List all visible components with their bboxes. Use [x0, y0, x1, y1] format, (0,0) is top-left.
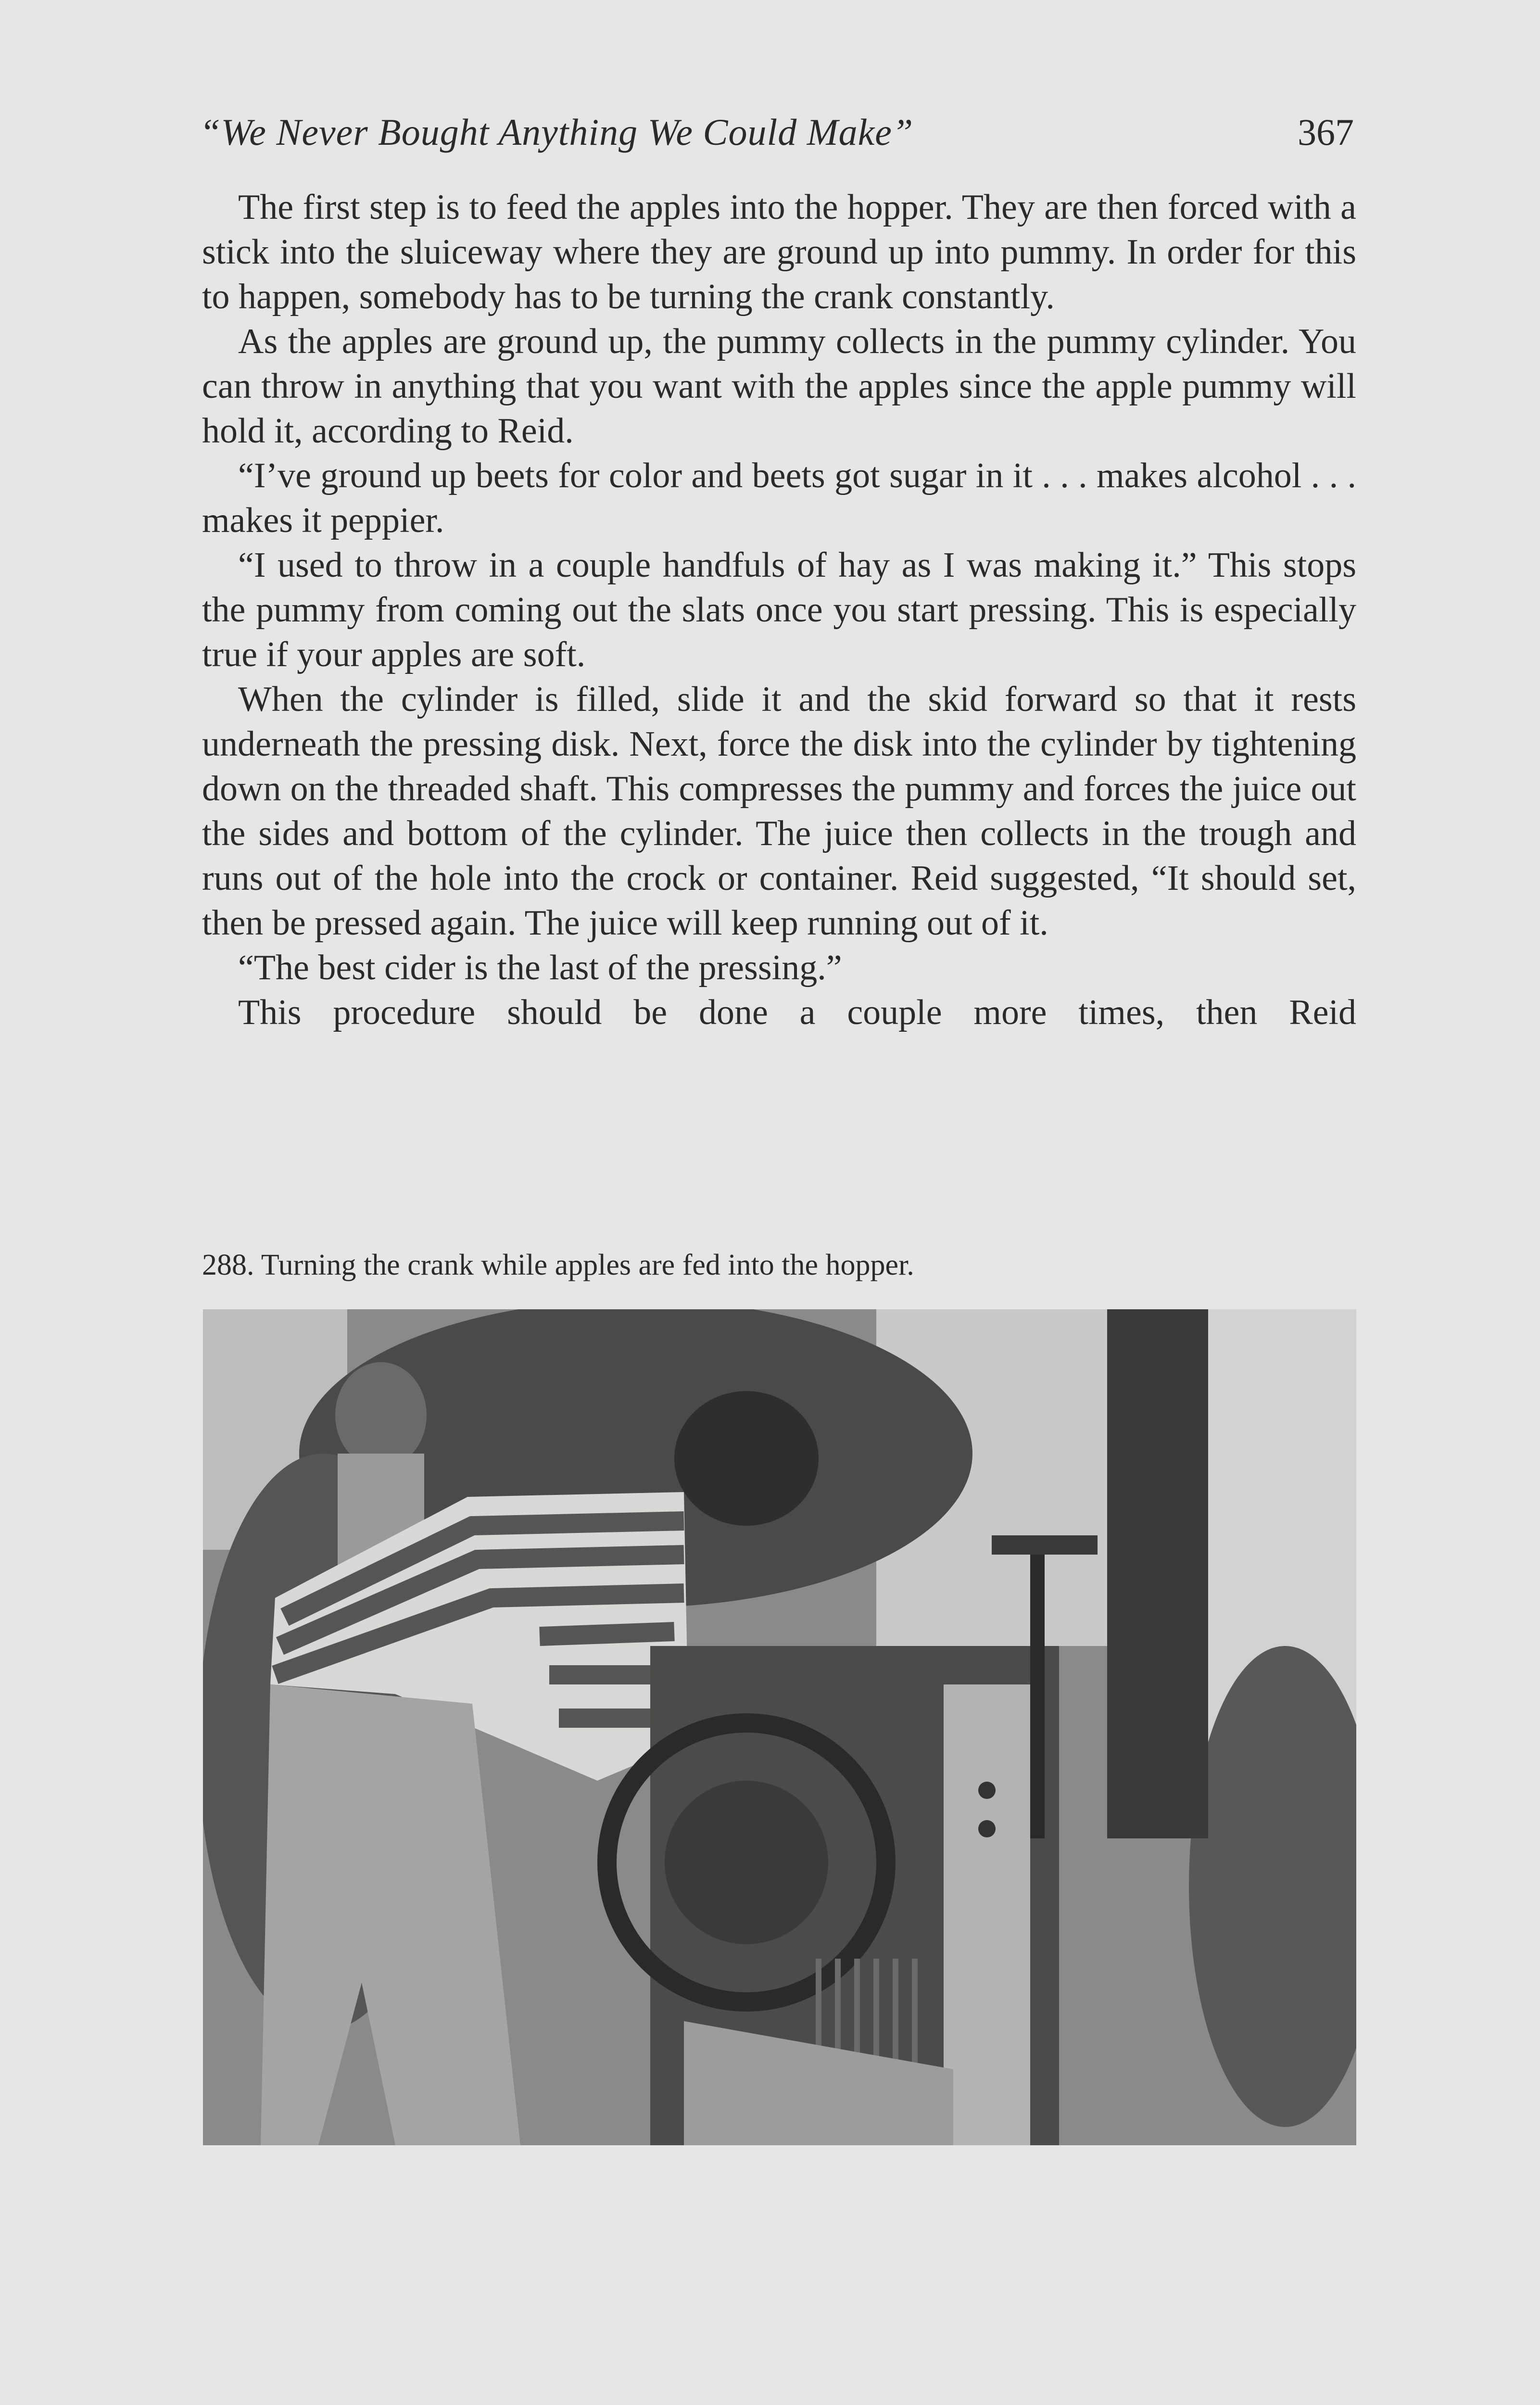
running-header [200, 111, 1354, 168]
paragraph: When the cylinder is filled, slide it and the skid forward so that it rests underneath the pressing disk. Next, force the disk into the cylinder by tightening down on the threaded shaft. This compresses the pummy and forces the juice out the sides and bottom of the cylinder. The juice then collects in the trough and runs out of the hole into the crock or container. Reid suggested, “It should set, then be pressed again. The juice will keep running out of it. [202, 680, 1356, 943]
figure-caption: 288. Turning the crank while apples are fed into the hopper. [202, 1249, 914, 1281]
paragraph: “I’ve ground up beets for color and beets got sugar in it . . . makes alcohol . . . makes it peppier. [202, 456, 1356, 540]
running-title: “We Never Bought Anything We Could Make” [200, 111, 914, 153]
paragraph: “The best cider is the last of the pressing.” [238, 948, 842, 987]
paragraph: “I used to throw in a couple handfuls of hay as I was making it.” This stops the pummy from coming out the slats once you start pressing. This is especially true if your apples are soft. [202, 545, 1356, 674]
cider-press-photo [203, 1309, 1356, 2145]
page-number: 367 [1298, 111, 1354, 153]
paragraph: This procedure should be done a couple more times, then Reid [238, 993, 1356, 1032]
paragraph: The first step is to feed the apples into the hopper. They are then forced with a stick into the sluiceway where they are ground up into pummy. In order for this to happen, somebody has to be turning the crank constantly. [202, 188, 1356, 316]
paragraph: As the apples are ground up, the pummy collects in the pummy cylinder. You can throw in anything that you want with the apples since the apple pummy will hold it, according to Reid. [202, 322, 1356, 451]
body-text [202, 185, 1356, 1035]
photograph [203, 1309, 1356, 2145]
